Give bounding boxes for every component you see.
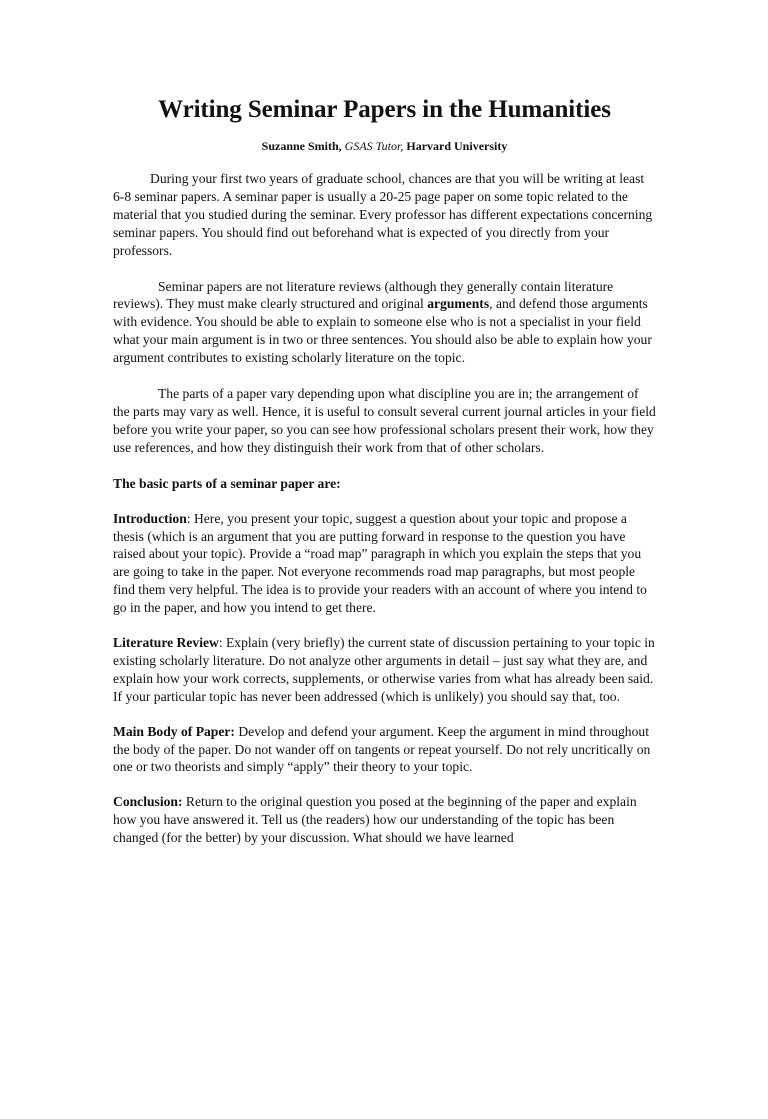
section-text: : Explain (very briefly) the current state of discussion pertaining to your topic in existing scholarly literature. Do not analyze other arguments in detail – just say what they are, and explain how your work corrects, supplements, or otherwise varies from what has already been said. If your particular topic has never been addressed (which is unlikely) you should say that, too.	[113, 635, 655, 704]
section-label: Main Body of Paper:	[113, 723, 235, 739]
section-conclusion	[113, 793, 656, 847]
section-label: Introduction	[113, 510, 187, 526]
section-label: Literature Review	[113, 635, 219, 651]
arguments-emphasis: arguments	[427, 296, 490, 312]
document-page	[0, 95, 768, 1119]
parts-heading: The basic parts of a seminar paper are:	[113, 475, 341, 491]
paragraph-parts-vary: The parts of a paper vary depending upon what discipline you are in; the arrangement of the parts may vary as well. Hence, it is useful to consult several current journal articles in your field before you write your paper, so you can see how professional scholars present their work, how they use references, and how they distinguish their work from that of other scholars.	[113, 386, 656, 455]
byline-institution: Harvard University	[406, 139, 508, 153]
byline-role: GSAS Tutor,	[344, 139, 404, 153]
paragraph-seminar-papers-before: Seminar papers are not literature reviews (although they generally contain literature reviews). They must make clearly structured and original	[113, 278, 614, 312]
byline	[113, 138, 656, 154]
section-introduction	[113, 510, 656, 617]
section-label: Conclusion:	[113, 794, 183, 810]
section-text: Return to the original question you posed at the beginning of the paper and explain how you have answered it. Tell us (the readers) how our understanding of the topic has been changed (for the better) by your discussion. What should we have learned	[113, 794, 637, 846]
document-title: Writing Seminar Papers in the Humanities	[158, 96, 611, 123]
paragraph-seminar-papers-after: , and defend those arguments with evidence. You should be able to explain to someone else who is not a specialist in your field what your main argument is in two or three sentences. You should also be able to explain how your argument contributes to existing scholarly literature on the topic.	[113, 296, 652, 366]
section-main-body	[113, 723, 656, 777]
paragraph-seminar-papers	[113, 278, 656, 368]
section-literature-review	[113, 634, 656, 706]
paragraph-graduate-school: During your first two years of graduate school, chances are that you will be writing at least 6-8 seminar papers. A seminar paper is usually a 20-25 page paper on some topic related to the material that you studied during the seminar. Every professor has different expectations concerning seminar papers. You should find out beforehand what is expected of you directly from your professors.	[113, 171, 653, 258]
section-text: : Here, you present your topic, suggest a question about your topic and propose a thesis (which is an argument that you are putting forward in response to the question you have raised about your topic). Provide a “road map” paragraph in which you explain the steps that you are going to take in the paper. Not everyone recommends road map paragraphs, but most people find them very helpful. The idea is to provide your readers with an account of where you intend to go in the paper, and how you intend to get there.	[113, 510, 647, 616]
byline-author: Suzanne Smith,	[261, 139, 342, 153]
section-text: Develop and defend your argument. Keep the argument in mind throughout the body of the paper. Do not wander off on tangents or repeat yourself. Do not rely uncritically on one or two theorists and simply “apply” their theory to your topic.	[113, 723, 651, 775]
